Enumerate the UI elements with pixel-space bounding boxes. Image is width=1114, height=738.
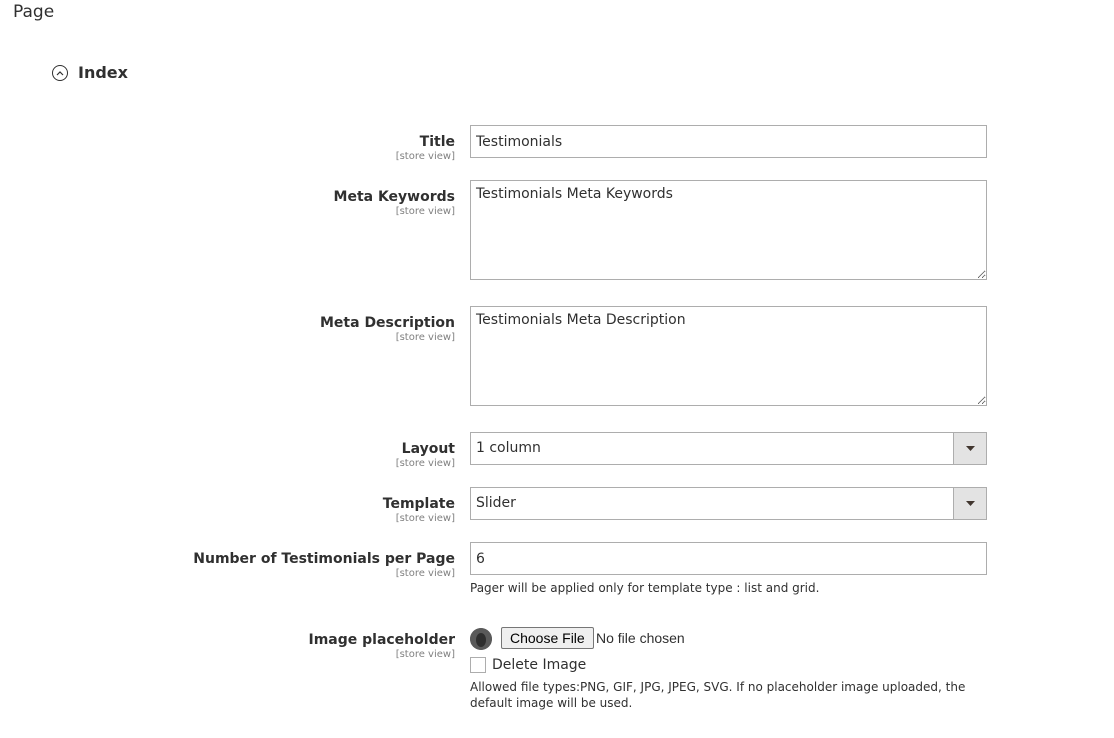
per-page-note: Pager will be applied only for template type : list and grid. — [470, 581, 820, 595]
title-input[interactable] — [470, 125, 987, 158]
layout-select[interactable] — [470, 432, 987, 465]
meta-description-textarea[interactable] — [470, 306, 987, 406]
per-page-scope: [store view] — [395, 568, 455, 579]
per-page-label-block — [193, 550, 455, 580]
title-label: Title — [419, 134, 455, 150]
meta-keywords-label: Meta Keywords — [333, 189, 455, 205]
page-title: Page — [13, 2, 55, 22]
image-placeholder-label-block — [308, 631, 455, 661]
chevron-up-circle-icon[interactable] — [52, 65, 68, 81]
layout-select-value: 1 column — [476, 440, 541, 456]
delete-image-checkbox[interactable] — [470, 657, 486, 673]
placeholder-image-preview — [470, 628, 492, 650]
chevron-down-icon[interactable] — [953, 488, 986, 519]
layout-label: Layout — [401, 441, 455, 457]
template-select[interactable] — [470, 487, 987, 520]
file-status: No file chosen — [596, 630, 685, 646]
delete-image-label[interactable]: Delete Image — [492, 657, 587, 673]
title-scope: [store view] — [395, 151, 455, 162]
template-label: Template — [382, 496, 455, 512]
template-scope: [store view] — [395, 513, 455, 524]
title-label-block — [396, 133, 455, 163]
layout-label-block — [396, 440, 455, 470]
section-index-header[interactable] — [52, 63, 128, 82]
per-page-input[interactable] — [470, 542, 987, 575]
chevron-down-icon[interactable] — [953, 433, 986, 464]
image-placeholder-scope: [store view] — [395, 649, 455, 660]
image-placeholder-label: Image placeholder — [308, 632, 455, 648]
choose-file-button[interactable]: Choose File — [501, 627, 594, 649]
meta-keywords-scope: [store view] — [395, 206, 455, 217]
meta-description-label: Meta Description — [320, 315, 455, 331]
image-placeholder-note: Allowed file types:PNG, GIF, JPG, JPEG, SVG. If no placeholder image uploaded, the default image will be used. — [470, 680, 966, 710]
section-title: Index — [78, 63, 128, 82]
layout-scope: [store view] — [395, 458, 455, 469]
meta-description-scope: [store view] — [395, 332, 455, 343]
template-label-block — [383, 495, 455, 525]
per-page-label: Number of Testimonials per Page — [193, 551, 455, 567]
meta-keywords-textarea[interactable] — [470, 180, 987, 280]
meta-description-label-block — [320, 314, 455, 344]
template-select-value: Slider — [476, 495, 516, 511]
meta-keywords-label-block — [334, 188, 455, 218]
